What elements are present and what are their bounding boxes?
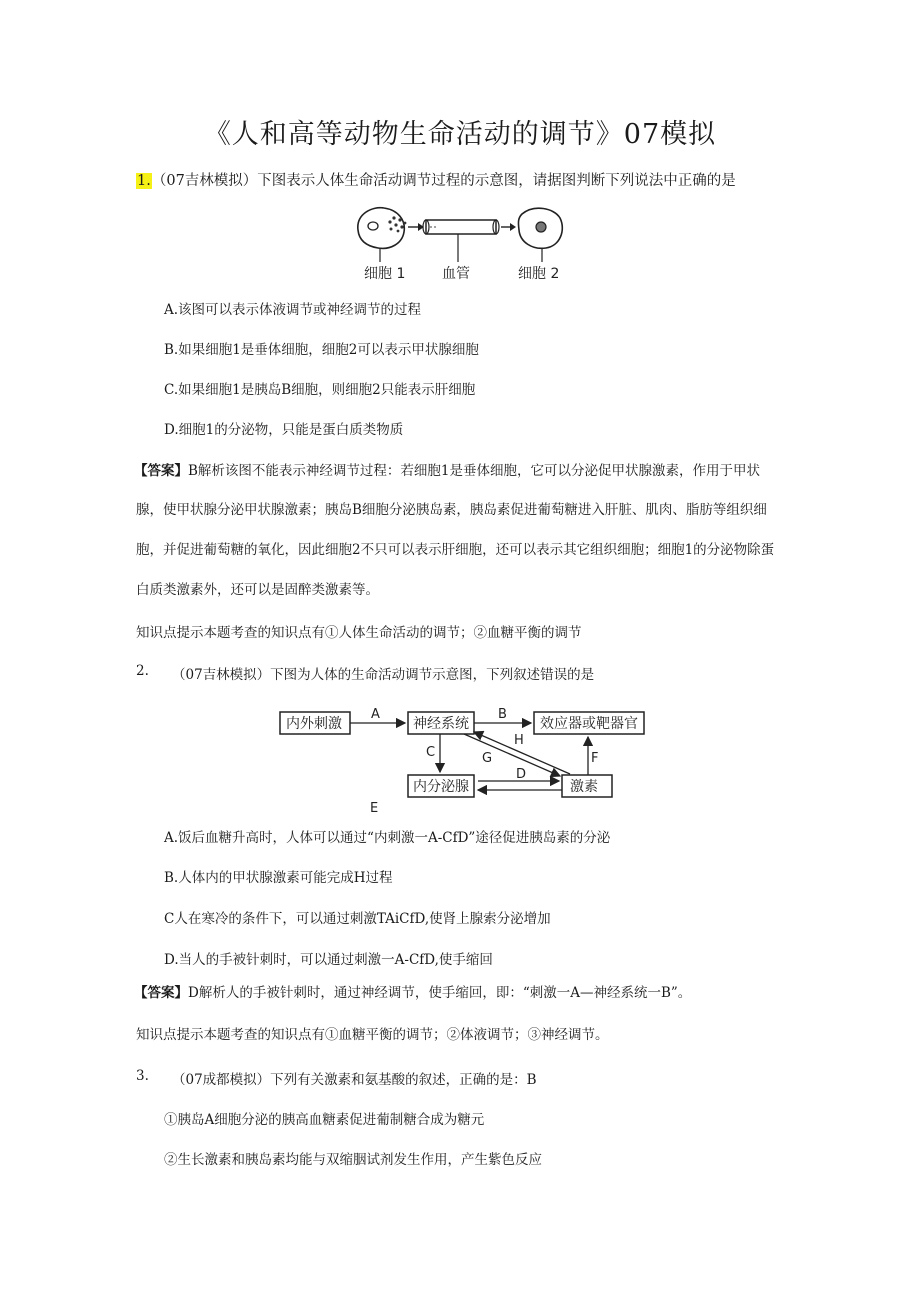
q1-option-d: D.细胞1的分泌物，只能是蛋白质类物质 [164, 422, 404, 438]
question-3-number: 3. [136, 1068, 149, 1084]
svg-text:C: C [426, 745, 436, 760]
q1-answer-line-3: 胞，并促进葡萄糖的氧化，因此细胞2不只可以表示肝细胞，还可以表示其它组织细胞；细胞1的分泌物除蛋 [136, 542, 775, 558]
blood-vessel [426, 220, 496, 234]
cell-1-nucleus [368, 222, 378, 230]
q2-knowledge-hint: 知识点提示本题考查的知识点有①血糖平衡的调节；②体液调节；③神经调节。 [136, 1027, 609, 1043]
svg-text:效应器或靶器官: 效应器或靶器官 [540, 716, 638, 732]
q3-item-2: ②生长激素和胰岛素均能与双缩胭试剂发生作用，产生紫色反应 [164, 1152, 542, 1168]
label-cell-1: 细胞 1 [364, 266, 406, 282]
question-1-number: 1. [137, 173, 151, 189]
svg-text:D: D [516, 767, 527, 782]
svg-text:E: E [370, 801, 379, 815]
svg-text:G: G [482, 751, 493, 766]
q1-answer-tag: 【答案】 [134, 463, 188, 479]
question-3-stem: （07成都模拟）下列有关激素和氨基酸的叙述，正确的是：B [172, 1072, 537, 1088]
q1-knowledge-hint: 知识点提示本题考查的知识点有①人体生命活动的调节；②血糖平衡的调节 [136, 625, 582, 641]
page-title: 《人和高等动物生命活动的调节》07模拟 [203, 119, 717, 150]
svg-text:激素: 激素 [570, 779, 598, 795]
regulation-flow-diagram [278, 700, 658, 815]
q2-answer-tag: 【答案】 [134, 985, 188, 1001]
q2-answer: 【答案】D解析人的手被针刺时，通过神经调节，使手缩回，即：“刺激一A—神经系统一B”。 [134, 985, 692, 1001]
q2-option-a: A.饭后血糖升高时，人体可以通过“内刺激一A-CfD”途径促进胰岛素的分泌 [164, 830, 611, 846]
q2-option-d: D.当人的手被针刺时，可以通过刺激一A-CfD,使手缩回 [164, 952, 493, 968]
q1-option-b: B.如果细胞1是垂体细胞，细胞2可以表示甲状腺细胞 [164, 342, 479, 358]
q3-item-1: ①胰岛A细胞分泌的胰高血糖素促进葡制糖合成为糖元 [164, 1112, 485, 1128]
question-2-number: 2. [136, 663, 149, 679]
cell-1-shape [358, 208, 404, 249]
svg-text:B: B [498, 707, 507, 722]
svg-text:内分泌腺: 内分泌腺 [413, 779, 469, 795]
q2-option-c: C人在寒冷的条件下，可以通过刺激TAiCfD,使肾上腺索分泌增加 [164, 911, 551, 927]
q1-option-c: C.如果细胞1是胰岛B细胞，则细胞2只能表示肝细胞 [164, 382, 476, 398]
arrow-g [464, 734, 560, 776]
q2-option-b: B.人体内的甲状腺激素可能完成H过程 [164, 870, 393, 886]
q1-answer-line-4: 白质类激素外，还可以是固醉类激素等。 [136, 582, 379, 598]
q1-answer-line-2: 腺，使甲状腺分泌甲状腺激素；胰岛B细胞分泌胰岛素，胰岛素促进葡萄糖进入肝脏、肌肉、脂肪等组织细 [136, 502, 767, 518]
question-1-stem [136, 169, 736, 190]
cell-signaling-figure [350, 200, 570, 285]
svg-text:内外刺激: 内外刺激 [286, 716, 342, 732]
cell-2-nucleus [536, 222, 546, 232]
question-2-stem: （07吉林模拟）下图为人体的生命活动调节示意图，下列叙述错误的是 [172, 667, 595, 683]
svg-text:神经系统: 神经系统 [413, 716, 469, 732]
question-1-text: （07吉林模拟）下图表示人体生命活动调节过程的示意图，请据图判断下列说法中正确的是 [151, 173, 736, 189]
svg-text:H: H [514, 733, 524, 748]
svg-text:F: F [591, 751, 599, 766]
q1-option-a: A.该图可以表示体液调节或神经调节的过程 [164, 302, 422, 318]
q1-answer-line-1: 【答案】B解析该图不能表示神经调节过程：若细胞1是垂体细胞，它可以分泌促甲状腺激素，作用于甲状 [134, 463, 761, 479]
label-vessel: 血管 [442, 266, 470, 282]
label-cell-2: 细胞 2 [518, 266, 560, 282]
svg-text:A: A [371, 707, 380, 722]
